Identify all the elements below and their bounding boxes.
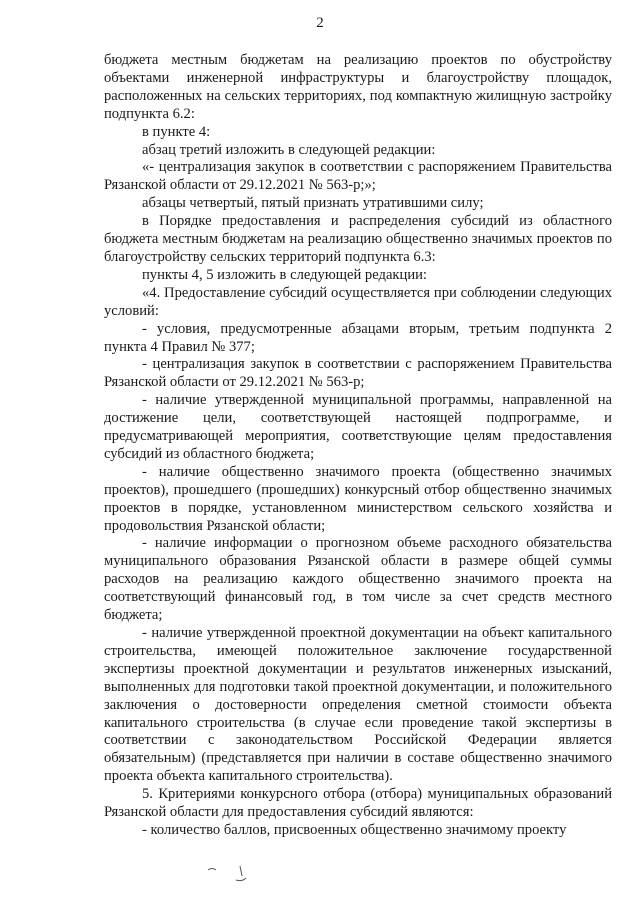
paragraph: в пункте 4: [142,123,211,140]
scan-artifact [200,860,260,890]
paragraph: - наличие утвержденной муниципальной программы, направленной на достижение цели, соответствующей настоящей подпрограмме, и предусматривающей мероприятия, соответствующие целям предоставления субсидий из областного бюджета; [104,392,612,462]
paragraph: - наличие информации о прогнозном объеме расходного обязательства муниципального образования Рязанской области в размере общей суммы расходов на реализацию каждого общественно значимого проекта на соответствующий финансовый год, в том числе за счет средств местного бюджета; [104,535,612,624]
paragraph: «- централизация закупок в соответствии с распоряжением Правительства Рязанской области от 29.12.2021 № 563-р;»; [104,159,612,194]
paragraph: - условия, предусмотренные абзацами вторым, третьим подпункта 2 пункта 4 Правил № 377; [104,320,612,355]
paragraph: 5. Критериями конкурсного отбора (отбора) муниципальных образований Рязанской области для предоставления субсидий являются: [104,786,612,821]
paragraph: - количество баллов, присвоенных общественно значимому проекту [142,821,567,838]
page-number: 2 [316,15,324,31]
paragraph: - централизация закупок в соответствии с распоряжением Правительства Рязанской области от 29.12.2021 № 563-р; [104,356,612,391]
paragraph: абзац третий изложить в следующей редакции: [142,141,436,158]
paragraph: - наличие общественно значимого проекта (общественно значимых проектов), прошедшего (прошедших) конкурсный отбор общественно значимых проектов в порядке, установленном министерством сельского хозяйства и продовольствия Рязанской области; [104,463,612,534]
paragraph: пункты 4, 5 изложить в следующей редакции: [142,266,427,283]
document-body [104,52,612,840]
paragraph: бюджета местным бюджетам на реализацию проектов по обустройству объектами инженерной инфраструктуры и благоустройству площадок, расположенных на сельских территориях, под компактную жилищную застройку подпункта 6.2: [104,52,612,122]
paragraph: абзацы четвертый, пятый признать утратившими силу; [142,195,484,212]
paragraph: «4. Предоставление субсидий осуществляется при соблюдении следующих условий: [104,284,612,319]
paragraph: в Порядке предоставления и распределения субсидий из областного бюджета местным бюджетам на реализацию общественно значимых проектов по благоустройству сельских территорий подпункта 6.3: [104,213,612,265]
paragraph: - наличие утвержденной проектной документации на объект капитального строительства, имеющей положительное заключение государственной экспертизы проектной документации и результатов инженерных изысканий, выполненных для подготовки такой проектной документации, и положительного заключения о достоверности определения сметной стоимости объекта капитального строительства (в случае если проведение такой экспертизы в соответствии с законодательством Российской Федерации является обязательным) (представляется при наличии в составе общественно значимого проекта объекта капитального строительства). [104,625,612,785]
